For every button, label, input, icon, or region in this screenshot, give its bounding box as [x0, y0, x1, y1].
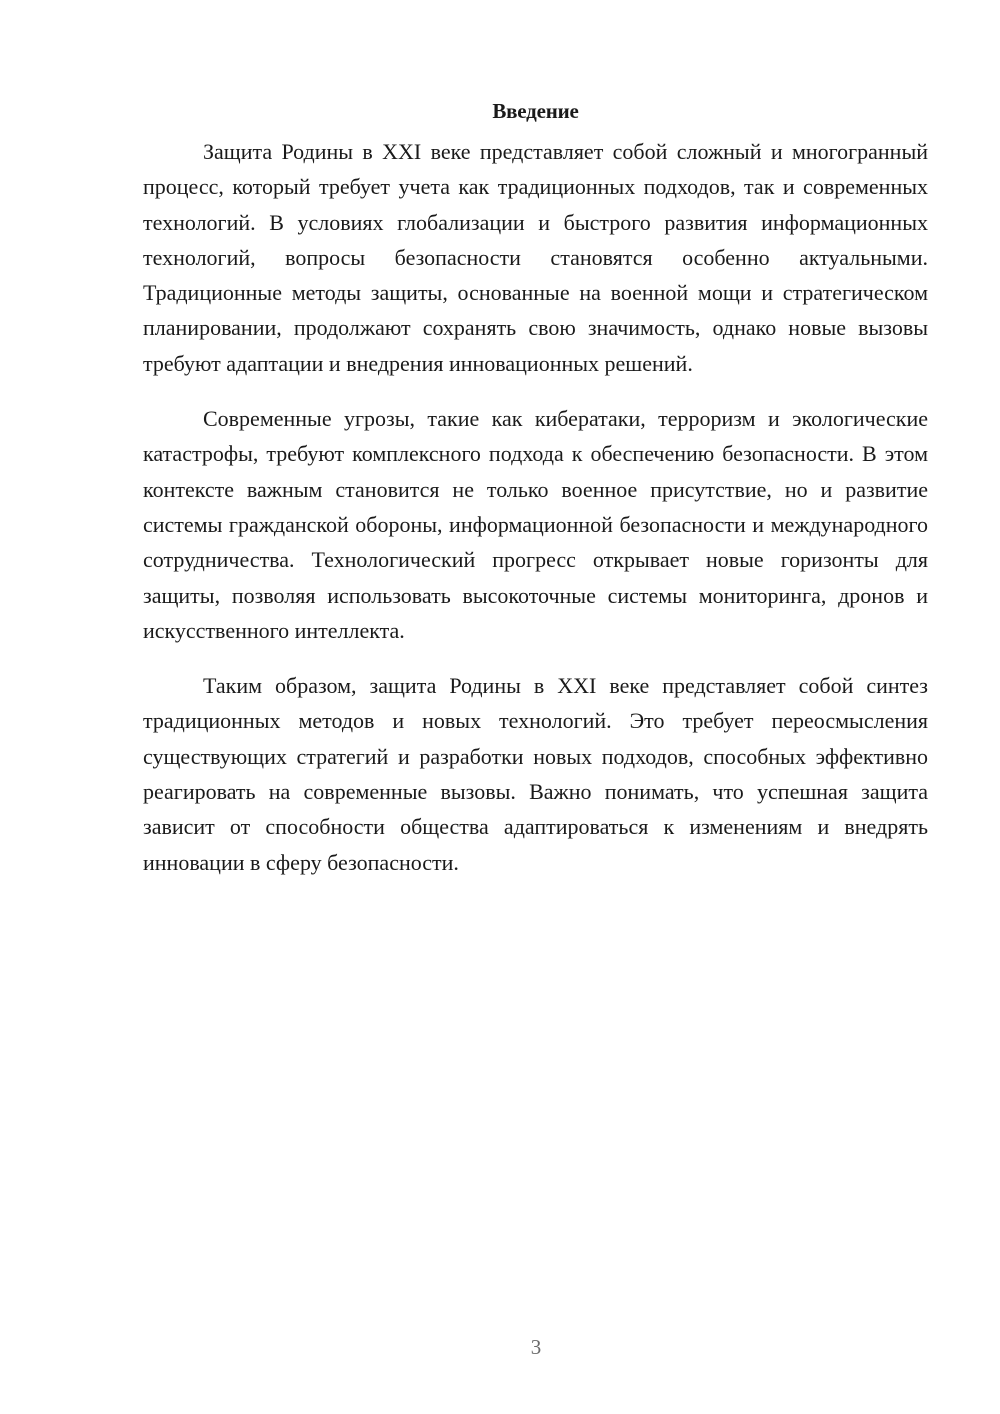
page-content [143, 96, 928, 900]
paragraph: Защита Родины в XXI веке представляет собой сложный и многогранный процесс, который требует учета как традиционных подходов, так и современных технологий. В условиях глобализации и быстрого развития информационных технологий, вопросы безопасности становятся особенно актуальными. Традиционные методы защиты, основанные на военной мощи и стратегическом планировании, продолжают сохранять свою значимость, однако новые вызовы требуют адаптации и внедрения инновационных решений. [143, 139, 928, 376]
paragraph: Таким образом, защита Родины в XXI веке представляет собой синтез традиционных методов и новых технологий. Это требует переосмысления существующих стратегий и разработки новых подходов, способных эффективно реагировать на современные вызовы. Важно понимать, что успешная защита зависит от способности общества адаптироваться к изменениям и внедрять инновации в сферу безопасности. [143, 673, 928, 875]
paragraph: Современные угрозы, такие как кибератаки, терроризм и экологические катастрофы, требуют комплексного подхода к обеспечению безопасности. В этом контексте важным становится не только военное присутствие, но и развитие системы гражданской обороны, информационной безопасности и международного сотрудничества. Технологический прогресс открывает новые горизонты для защиты, позволяя использовать высокоточные системы мониторинга, дронов и искусственного интеллекта. [143, 406, 928, 643]
page-number: 3 [530, 1335, 542, 1359]
section-heading: Введение [492, 99, 579, 123]
